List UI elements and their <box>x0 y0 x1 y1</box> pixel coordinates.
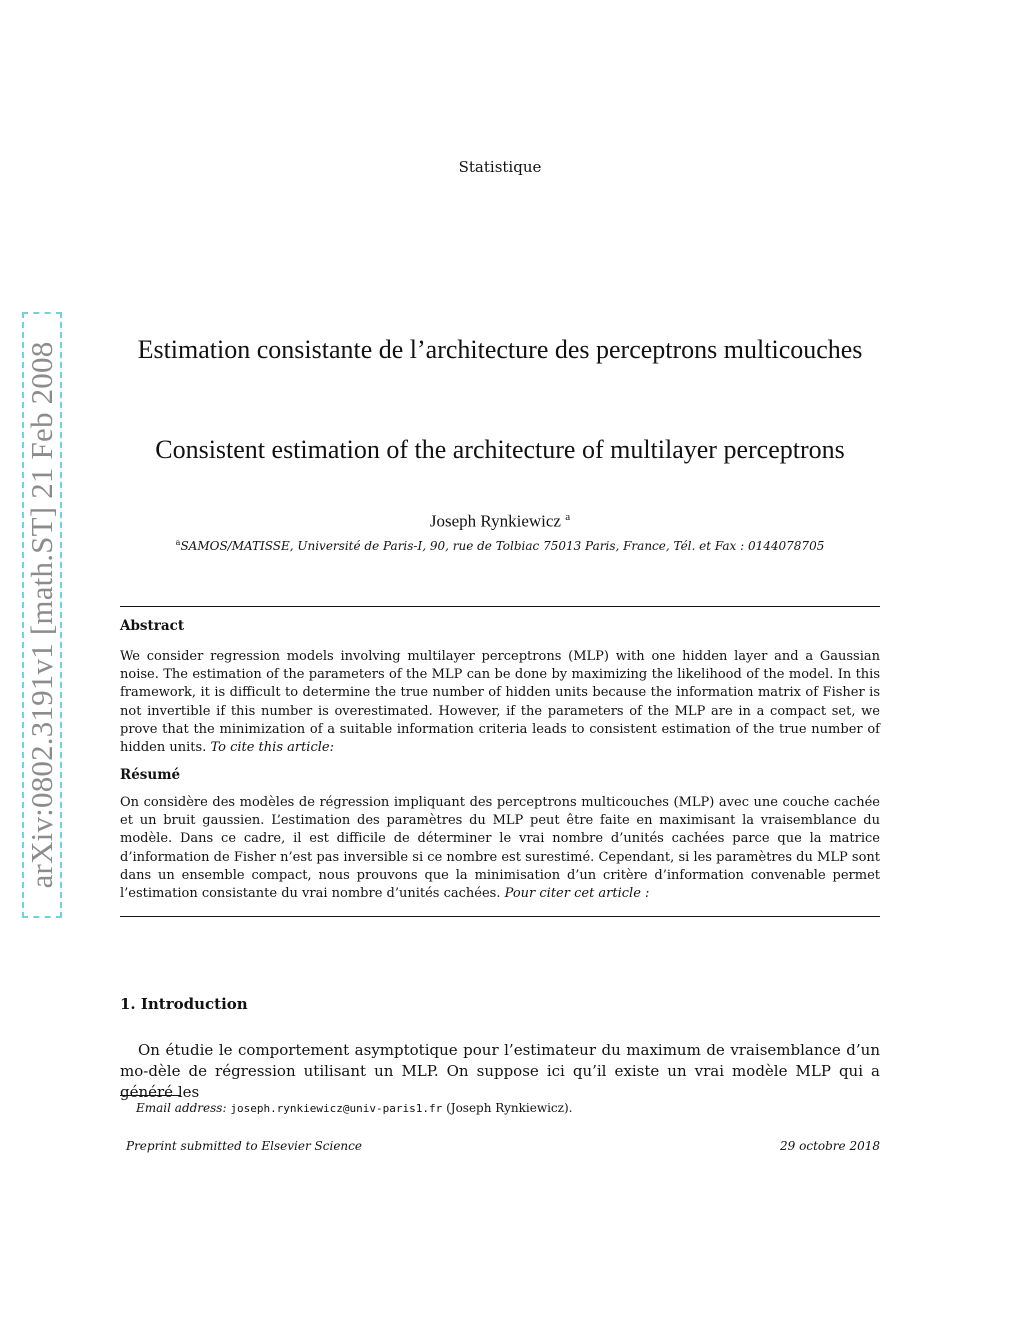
introduction-paragraph: On étudie le comportement asymptotique pour l’estimateur du maximum de vraisemblance d’un mo-dèle de régression utilisant un MLP. On suppose ici qu’il existe un vrai modèle MLP qui a généré les <box>120 1041 880 1101</box>
title-french: Estimation consistante de l’architecture des perceptrons multicouches <box>137 335 863 364</box>
author-affiliation-mark: a <box>565 511 571 523</box>
publication-date: 29 octobre 2018 <box>780 1139 880 1153</box>
author-name: Joseph Rynkiewicz <box>429 511 561 531</box>
title-english: Consistent estimation of the architecture of multilayer perceptrons <box>155 435 845 464</box>
affiliation-mark: a <box>175 538 181 547</box>
resume-heading: Résumé <box>120 767 181 783</box>
abstract-text: We consider regression models involving multilayer perceptrons (MLP) with one hidden layer and a Gaussian noise. The estimation of the parameters of the MLP can be done by maximizing the likelihood of the model. In this framework, it is difficult to determine the true number of hidden units because the information matrix of Fisher is not invertible if this number is overestimated. However, if the parameters of the MLP are in a compact set, we prove that the minimization of a suitable information criteria leads to consistent estimation of the true number of hidden units. <box>120 649 880 756</box>
preprint-notice: Preprint submitted to Elsevier Science <box>126 1139 362 1153</box>
arxiv-identifier-text: arXiv:0802.3191v1 [math.ST] 21 Feb 2008 <box>24 341 59 889</box>
arxiv-identifier-stamp <box>22 312 62 918</box>
footnote-author-name: (Joseph Rynkiewicz). <box>446 1101 573 1115</box>
resume-cite-label: Pour citer cet article : <box>504 886 650 902</box>
author-line <box>120 511 880 532</box>
affiliation-text: SAMOS/MATISSE, Université de Paris-I, 90, rue de Tolbiac 75013 Paris, France, Tél. et Fax : 0144078705 <box>180 539 825 553</box>
footnote-email-address: joseph.rynkiewicz@univ-paris1.fr <box>230 1102 443 1115</box>
footnote-rule <box>120 1095 180 1096</box>
journal-section-label: Statistique <box>458 158 542 176</box>
abstract-bottom-rule <box>120 916 880 917</box>
footnote-email-label: Email address: <box>136 1101 227 1115</box>
abstract-body <box>120 648 880 757</box>
abstract-cite-label: To cite this article: <box>210 740 334 756</box>
resume-body <box>120 794 880 903</box>
affiliation-line <box>120 538 880 553</box>
resume-text: On considère des modèles de régression impliquant des perceptrons multicouches (MLP) avec une couche cachée et un bruit gaussien. L’estimation des paramètres du MLP peut être faite en maximisant la vraisemblance du modèle. Dans ce cadre, il est difficile de déterminer le vrai nombre d’unités cachées parce que la matrice d’information de Fisher n’est pas inversible si ce nombre est surestimé. Cependant, si les paramètres du MLP sont dans un ensemble compact, nous prouvons que la minimisation d’un critère d’information convenable permet l’estimation consistante du vrai nombre d’unités cachées. <box>120 795 880 902</box>
abstract-top-rule <box>120 606 880 607</box>
section-heading-introduction: 1. Introduction <box>120 995 248 1013</box>
abstract-heading: Abstract <box>120 618 185 634</box>
footnote <box>136 1101 572 1115</box>
